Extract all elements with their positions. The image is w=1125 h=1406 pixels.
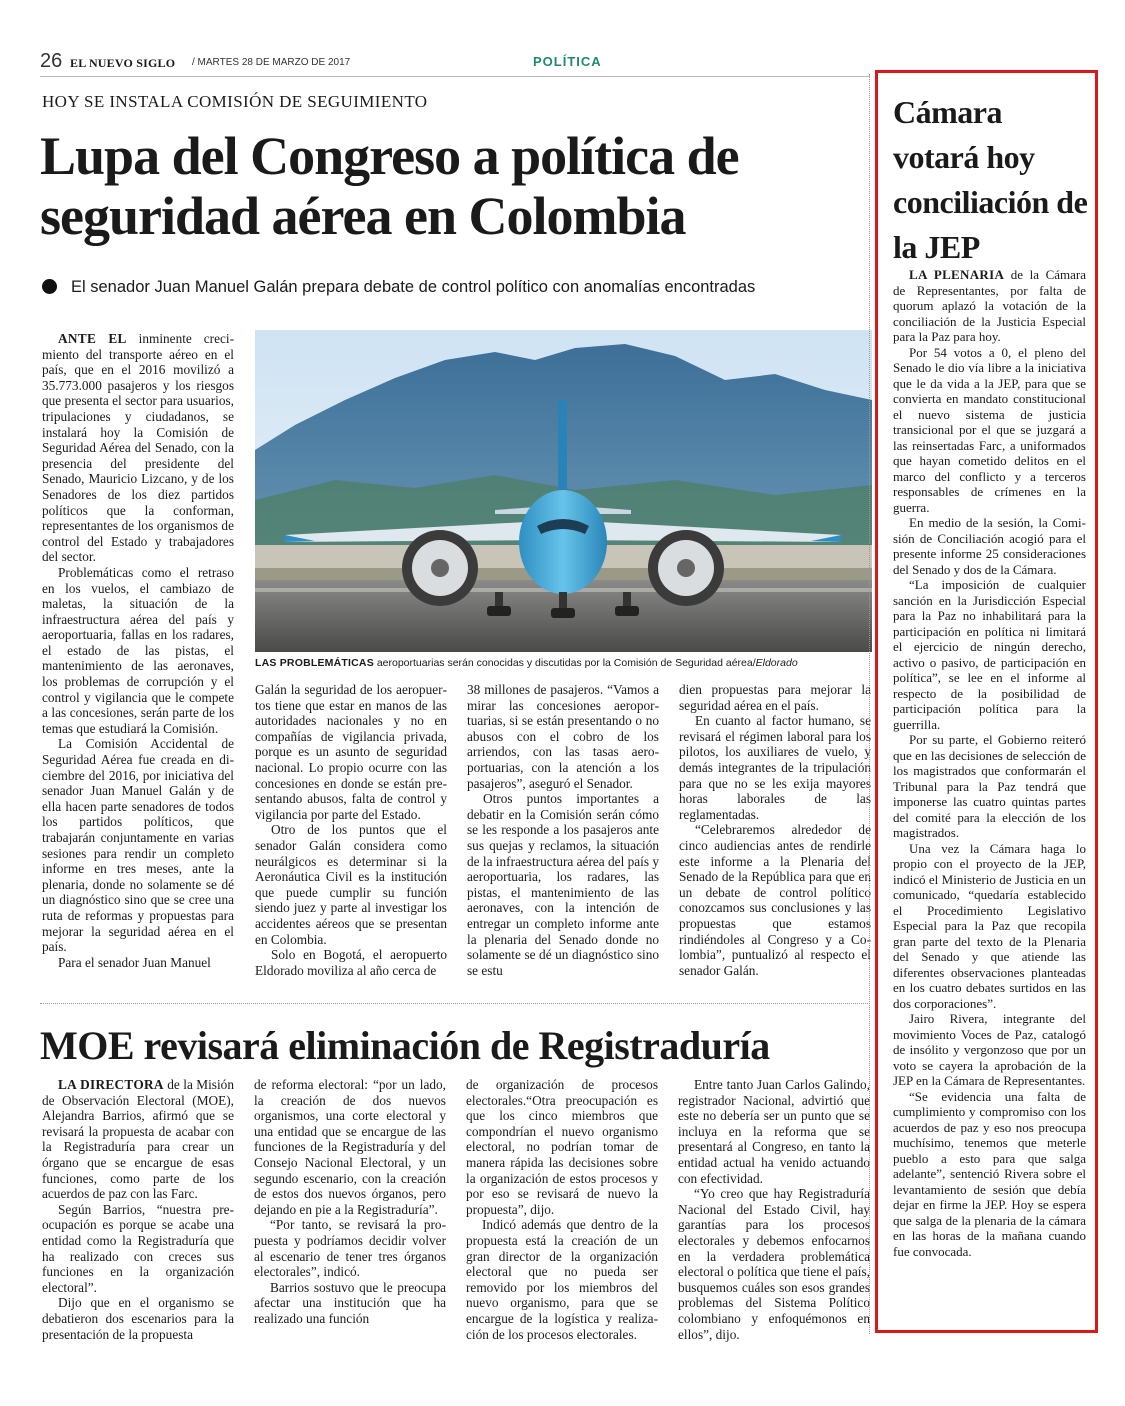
sidebar-body	[893, 267, 1086, 1327]
airplane-photo	[255, 330, 872, 652]
sidebar-lead-words: LA PLENARIA	[909, 267, 1005, 282]
sidebar-paragraph: “La imposición de cualquier sanción en la Jurisdicción Especial para la Paz no inhabilitará para la participación en política ni limitará el ejercicio de ningún derecho, activo o pasivo, de participación en política”, se lee en el informe al respecto de la posibilidad de participación política para la guerrilla.	[893, 577, 1086, 732]
second-headline: MOE revisará eliminación de Registraduría	[40, 1023, 770, 1068]
second-paragraph: Entre tanto Juan Carlos Galindo, registrador Nacional, advirtió que este no debería ser un punto que se incluya en la reforma que se presentará al Congreso, en tanto la entidad actual ha venido actuando con efectividad.	[678, 1077, 870, 1186]
sidebar-headline: Cámara votará hoy conciliación de la JEP	[893, 94, 1088, 265]
second-lead-words: LA DIRECTORA	[58, 1077, 164, 1092]
main-paragraph: inminente crecimiento del transporte aéreo en el país, que en el 2016 movilizó a 35.773.000 pasajeros y los riesgos que presenta el sector para usuarios, tripulaciones y ciudadanos, se instalará hoy la Comisión de Seguridad Aérea del Senado, con la presencia del presidente del Senado, Mauricio Lizcano, y de los Senadores de los diez partidos políticos que la conforman, representantes de los organismos de control del Estado y trabajadores del sector.	[42, 331, 234, 565]
main-subhead-text: El senador Juan Manuel Galán prepara debate de control político con anomalías encontradas	[71, 278, 756, 296]
caption-lead: LAS PROBLEMÁTICAS	[255, 657, 374, 669]
main-paragraph: En cuanto al factor humano, se revisará el régimen laboral para los pilotos, los auxiliares de vuelo, y demás integrantes de la tripulación para que no se les exija mayores horas laborales de las reglamentadas.	[679, 713, 871, 822]
second-column-2	[254, 1077, 446, 1347]
second-paragraph: de la Misión de Observación Electoral (MOE), Alejandra Barrios, afirmó que se revisará la propuesta de acabar con la Registraduría para crear un órgano que se encargue de esas funciones, como parte de los acuerdos de paz con las Farc.	[42, 1077, 234, 1202]
main-paragraph: Solo en Bogotá, el aeropuerto Eldorado moviliza al año cerca de	[255, 947, 447, 978]
main-column-4	[679, 682, 871, 984]
second-paragraph: Indicó además que dentro de la propuesta está la creación de un gran director de la organización electoral que no pueda ser removido por los miembros del nuevo organismo, para que se encargue de la logística y realización de los procesos electorales.	[466, 1217, 658, 1342]
story-divider	[40, 1003, 870, 1004]
photo-caption	[255, 657, 872, 669]
second-paragraph: Barrios sostuvo que le preocupa afectar una institución que ha realizado una función	[254, 1279, 446, 1326]
main-column-2	[255, 682, 447, 984]
sidebar-paragraph: Jairo Rivera, integrante del movimiento Voces de Paz, catalogó de insólito y vergonzoso que por un voto se cayera la aprobación de la JEP en la Cámara de Representantes.	[893, 1011, 1086, 1088]
publication-date: / MARTES 28 DE MARZO DE 2017	[192, 57, 351, 68]
main-paragraph: Otro de los puntos que el senador Galán considera como neurálgicos es determinar si la Aeronáutica Civil es la institución que puede cumplir su función siendo juez y parte al investigar los accidentes aéreos que se presentan en Colombia.	[255, 822, 447, 947]
page-number: 26	[40, 50, 63, 72]
sidebar-paragraph: “Se evidencia una falta de cumplimiento y compromiso con los acuerdos de paz y eso nos preocupa muchísimo, tenemos que meterle pueblo a esto para que salga adelante”, sentenció Rivera sobre el levantamiento de sesión que debía dejar en firme la JEP. Hoy se espera que salga de la plenaria de la cámara en las horas de la mañana cuando fue convocada.	[893, 1088, 1086, 1259]
sidebar-paragraph: Una vez la Cámara haga lo propio con el proyecto de la JEP, indicó el Ministerio de Justicia en un comunicado, “quedaría establecido el Procedimiento Legislativo Especial para la Paz que recopila gran parte del texto de la Plenaria del Senado y que atiende las diferentes observaciones planteadas en los cuatro debates surtidos en las dos corporaciones”.	[893, 840, 1086, 1011]
main-lead-words: ANTE EL	[58, 331, 127, 346]
second-column-3	[466, 1077, 658, 1347]
second-paragraph: “Por tanto, se revisará la propuesta y podríamos decidir volver al escenario de tener tres órganos electorales”, indicó.	[254, 1217, 446, 1280]
main-column-3	[467, 682, 659, 984]
second-paragraph: “Yo creo que hay Registraduría Nacional del Estado Civil, hay garantías para los procesos electorales y debemos enfocarnos en la verdadera problemática electoral o política que tiene el país, busquemos cuáles son esos grandes problemas del Sistema Político colombiano y enfoquémonos en ellos”, dijo.	[678, 1186, 870, 1342]
page-header	[40, 52, 870, 77]
second-column-4	[678, 1077, 870, 1347]
main-paragraph: La Comisión Accidental de Seguridad Aérea fue creada en diciembre del 2016, por iniciativa del senador Juan Manuel Galán y de ella hacen parte senadores de todos los partidos políticos, que trabajarán conjuntamente en varias sesiones para rendir un completo informe en tres meses, ante la plenaria, donde no solamente se dé un diagnóstico sino que se cree una ruta de reformas y propuestas para mejorar la seguridad aérea en el país.	[42, 736, 234, 955]
section-label: POLÍTICA	[533, 54, 602, 69]
main-paragraph: “Celebraremos alrededor de cinco audiencias antes de rendirle este informe a la Plenaria del Senado de la República para que en un debate de control político conozcamos sus conclusiones y las propuestas que estamos rindiéndoles al Congreso y a Colombia”, puntualizó al respecto el senador Galán.	[679, 822, 871, 978]
main-headline: Lupa del Congreso a política de seguridad aérea en Colombia	[40, 126, 739, 246]
airplane-illustration	[255, 330, 872, 652]
main-paragraph: Galán la seguridad de los aeropuertos tiene que estar en manos de las autoridades nacionales y no en compañías de vigilancia privada, porque es un asunto de seguridad nacional. Lo propio ocurre con las concesiones en donde se están presentando abusos, falta de control y vigilancia por parte del Estado.	[255, 682, 447, 822]
caption-text: aeroportuarias serán conocidas y discutidas por la Comisión de Seguridad aérea/	[373, 657, 756, 669]
sidebar-paragraph: En medio de la sesión, la Comisión de Conciliación acogió para el presente informe 25 consideraciones del Senado y dos de la Cámara.	[893, 515, 1086, 577]
publication-name: EL NUEVO SIGLO	[70, 56, 176, 70]
sidebar-paragraph: de la Cámara de Representantes, por falta de quorum aplazó la votación de la conciliación de la Justicia Especial para la Paz para hoy.	[893, 267, 1086, 344]
second-column-1	[42, 1077, 234, 1347]
main-paragraph: Otros puntos importantes a debatir en la Comisión serán cómo se les responde a los pasajeros ante sus quejas y reclamos, la situación de la infraestructura aérea del país y aeroportuaria, los radares, las pistas, el mantenimiento de las aeronaves, con la intención de entregar un completo informe ante la plenaria del Senado donde no solamente se dé un diagnóstico sino se estu	[467, 791, 659, 978]
main-column-1	[42, 331, 234, 983]
sidebar-divider	[869, 74, 871, 1334]
sidebar-paragraph: Por su parte, el Gobierno reiteró que en las decisiones de selección de los magistrados que conformarán el Tribunal para la Paz tendrá que imponerse las cuatro quintas partes del comité para la elección de los magistrados.	[893, 732, 1086, 840]
photo-credit: Eldorado	[755, 657, 798, 669]
main-paragraph: Problemáticas como el retraso en los vuelos, el cambiazo de maletas, la situación de la infraestructura aérea del país y aeroportuaria, fallas en los radares, el estado de las pistas, el mantenimiento de las aeronaves, los problemas de corrupción y el control y vigilancia que le compete a las concesiones, serán parte de los temas que estudiará la Comisión.	[42, 564, 234, 736]
second-paragraph: Según Barrios, “nuestra preocupación es porque se acabe una entidad como la Registraduría que ha realizado con creces sus funciones en la organización electoral”.	[42, 1201, 234, 1295]
main-paragraph: 38 millones de pasajeros. “Vamos a mirar las concesiones aeroportuarias, si se están presentando o no abusos con el cobro de los arriendos, con las tasas aeroportuarias, con la atención a los pasajeros”, aseguró el Senador.	[467, 682, 659, 791]
main-subhead	[42, 278, 872, 297]
sidebar-paragraph: Por 54 votos a 0, el pleno del Senado le dio vía libre a la iniciativa que le da vida a la JEP, para que se convierta en mandato constitucional el nuevo sistema de justicia transicional por el que se juzgará a las reinsertadas Farc, a uniformados que hayan cometido delitos en el marco del conflicto y a terceros responsables de crímenes en la guerra.	[893, 344, 1086, 515]
main-paragraph: Para el senador Juan Manuel	[58, 954, 211, 970]
second-paragraph: Dijo que en el organismo se debatieron dos escenarios para la presentación de la propuesta	[42, 1295, 234, 1342]
second-paragraph: de reforma electoral: “por un lado, la creación de dos nuevos organismos, una corte electoral y una entidad que se encargue de las funciones de la Registraduría y del Consejo Nacional Electoral, y un segundo escenario, con la creación de estos dos nuevos órganos, pero dejando en pie a la Registraduría”.	[254, 1077, 446, 1217]
main-kicker: HOY SE INSTALA COMISIÓN DE SEGUIMIENTO	[42, 92, 428, 111]
main-paragraph: dien propuestas para mejorar la seguridad aérea en el país.	[679, 682, 871, 713]
second-paragraph: de organización de procesos electorales.“Otra preocupación es que los cinco miembros que compondrían el nuevo organismo electoral, no podrían tomar de manera rápida las decisiones sobre la organización de estos procesos y por eso se revisará de nuevo la propuesta”, dijo.	[466, 1077, 658, 1217]
bullet-icon	[42, 279, 57, 294]
